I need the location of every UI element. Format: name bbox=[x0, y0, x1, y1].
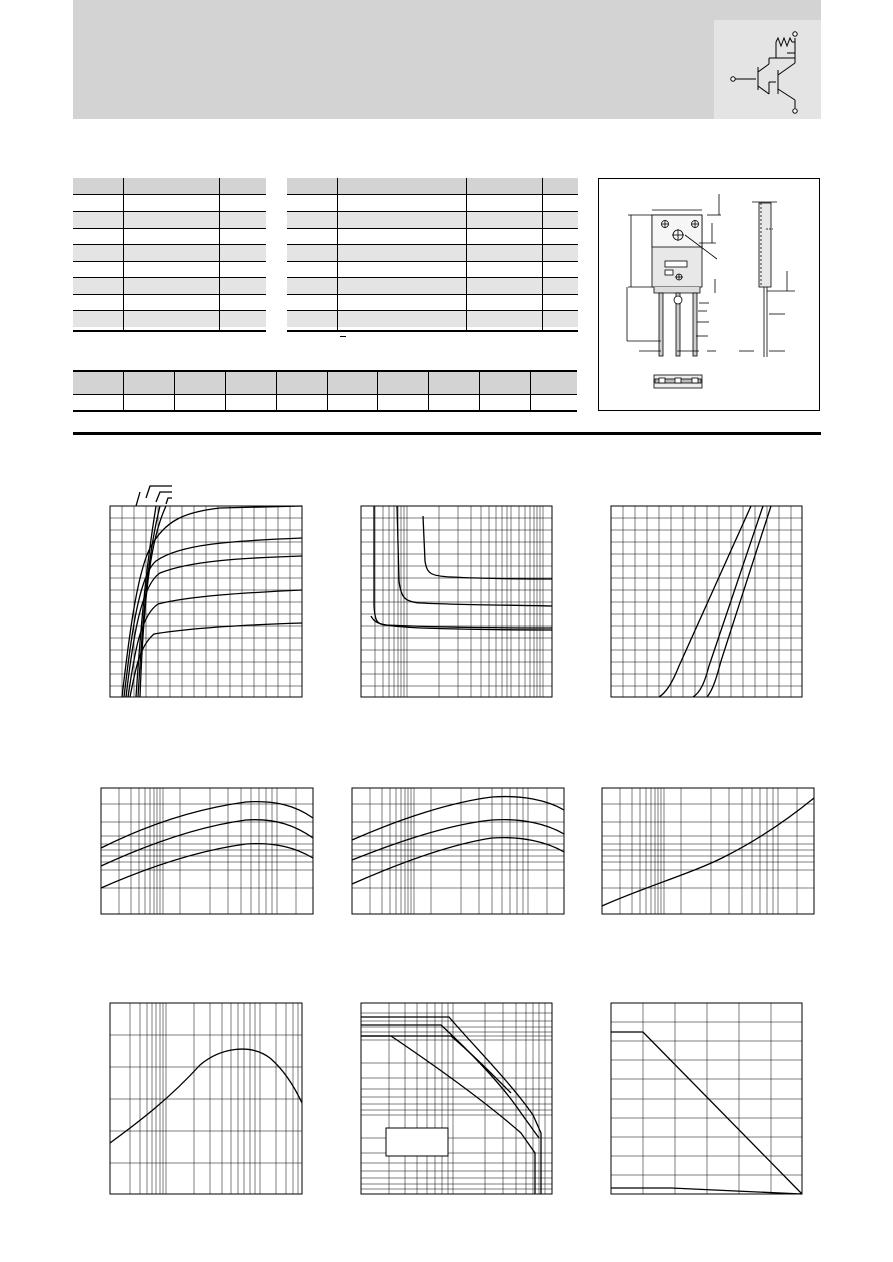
soa-legend-box bbox=[386, 1128, 448, 1156]
chart-hfe-ic-2 bbox=[352, 788, 564, 914]
electrical-table bbox=[287, 178, 578, 332]
chart-ic-vce bbox=[110, 506, 302, 697]
chart-ic-vbe bbox=[611, 506, 802, 697]
chart-power-derating bbox=[611, 1003, 802, 1194]
package-drawing bbox=[599, 179, 821, 412]
darlington-symbol-icon bbox=[714, 20, 821, 119]
chart-ft-ie bbox=[110, 1003, 302, 1194]
package-outline bbox=[598, 178, 820, 411]
footnote-mark bbox=[340, 336, 346, 337]
chart-hfe-ic-1 bbox=[101, 788, 313, 914]
chart-safe-operating-area bbox=[361, 1003, 552, 1194]
hfe-rank-table bbox=[73, 370, 577, 412]
circuit-schematic bbox=[714, 20, 821, 119]
chart-vcesat-ic bbox=[602, 788, 814, 914]
section-divider bbox=[73, 432, 821, 435]
abs-max-table bbox=[73, 178, 266, 332]
chart-vce-ib-log bbox=[361, 506, 552, 697]
header-band bbox=[73, 0, 821, 119]
